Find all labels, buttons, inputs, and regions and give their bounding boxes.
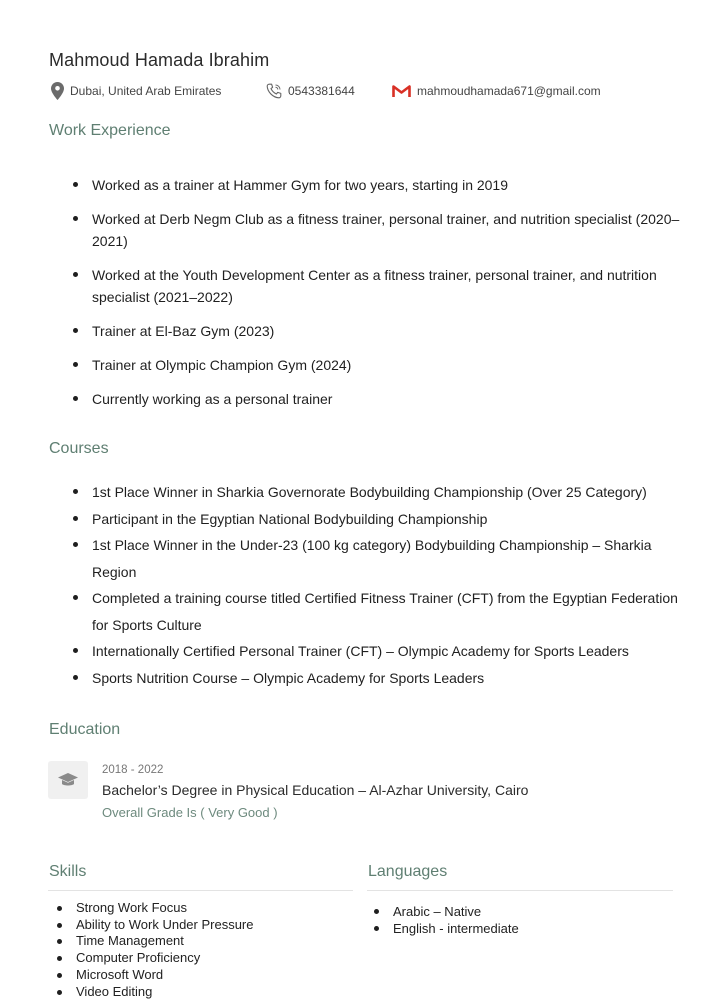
list-item: Trainer at Olympic Champion Gym (2024): [92, 354, 682, 376]
list-item: Arabic – Native: [393, 903, 519, 920]
courses-heading: Courses: [49, 440, 109, 457]
education-icon-box: [48, 761, 88, 799]
list-item: Sports Nutrition Course – Olympic Academy for Sports Leaders: [92, 665, 692, 692]
phone-icon: [266, 83, 282, 99]
candidate-name: Mahmoud Hamada Ibrahim: [49, 50, 270, 70]
list-item: Strong Work Focus: [76, 900, 254, 917]
contact-email: [392, 82, 601, 100]
phone-number[interactable]: 0543381644: [288, 84, 355, 98]
list-item: Completed a training course titled Certified Fitness Trainer (CFT) from the Egyptian Federation for Sports Culture: [92, 585, 692, 638]
languages-heading: Languages: [368, 863, 448, 880]
contact-phone: [266, 82, 355, 100]
languages-divider: [367, 890, 673, 891]
list-item: Worked at the Youth Development Center as a fitness trainer, personal trainer, and nutrition specialist (2021–2022): [92, 264, 682, 308]
work-experience-list: [92, 174, 682, 422]
languages-list: [393, 903, 519, 937]
work-experience-heading: Work Experience: [49, 122, 171, 139]
education-grade: Overall Grade Is ( Very Good ): [102, 805, 278, 820]
list-item: Microsoft Word: [76, 967, 254, 984]
list-item: English - intermediate: [393, 921, 519, 936]
list-item: Computer Proficiency: [76, 950, 254, 967]
gmail-icon: [392, 84, 411, 98]
contact-location: [51, 82, 221, 100]
education-degree: Bachelor’s Degree in Physical Education – Al-Azhar University, Cairo: [102, 782, 529, 798]
list-item: Trainer at El-Baz Gym (2023): [92, 320, 682, 342]
list-item: Worked as a trainer at Hammer Gym for two years, starting in 2019: [92, 174, 682, 196]
skills-divider: [48, 890, 353, 891]
courses-list: [92, 479, 692, 691]
list-item: Internationally Certified Personal Trainer (CFT) – Olympic Academy for Sports Leaders: [92, 638, 692, 665]
list-item: Worked at Derb Negm Club as a fitness trainer, personal trainer, and nutrition specialist (2020–2021): [92, 208, 682, 252]
list-item: Time Management: [76, 933, 254, 950]
email-address[interactable]: mahmoudhamada671@gmail.com: [417, 84, 601, 98]
list-item: Video Editing: [76, 984, 254, 1001]
location-pin-icon: [51, 82, 64, 100]
education-heading: Education: [49, 721, 121, 738]
list-item: Ability to Work Under Pressure: [76, 916, 254, 932]
list-item: 1st Place Winner in Sharkia Governorate Bodybuilding Championship (Over 25 Category): [92, 479, 692, 506]
graduation-cap-icon: [57, 772, 79, 788]
list-item: 1st Place Winner in the Under-23 (100 kg category) Bodybuilding Championship – Sharkia Region: [92, 532, 692, 585]
location-text: Dubai, United Arab Emirates: [70, 84, 222, 98]
list-item: Participant in the Egyptian National Bodybuilding Championship: [92, 506, 692, 533]
education-date: 2018 - 2022: [102, 764, 164, 776]
skills-list: [76, 900, 254, 1000]
skills-heading: Skills: [49, 863, 87, 880]
list-item: Currently working as a personal trainer: [92, 388, 682, 410]
